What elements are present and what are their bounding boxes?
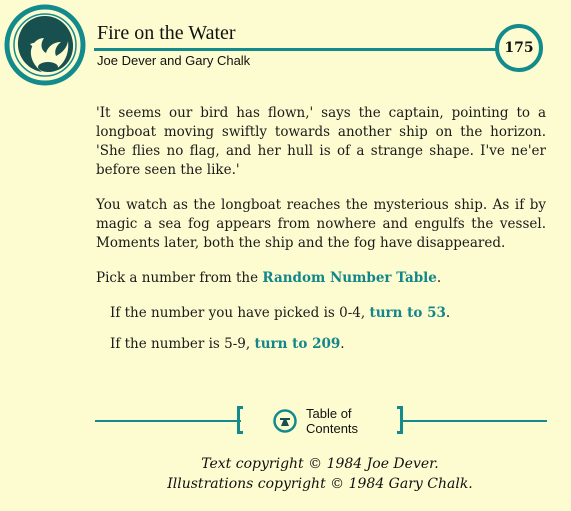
choice-5-9 [110, 335, 546, 354]
table-of-contents-nav [95, 406, 547, 438]
random-number-instruction [96, 269, 546, 288]
section-text [96, 104, 546, 366]
instruction-suffix: . [436, 270, 442, 286]
table-of-contents-link[interactable] [306, 406, 376, 436]
book-authors: Joe Dever and Gary Chalk [97, 53, 251, 68]
choice-suffix: . [340, 336, 345, 352]
choice-text: If the number is 5-9, [110, 336, 255, 352]
paragraph-fog: You watch as the longboat reaches the mysterious ship. As if by magic a sea fog appears from nowhere and engulfs the vessel. Moments later, both the ship and the fog have disappeared. [96, 197, 546, 251]
book-title: Fire on the Water [97, 22, 236, 44]
toc-rule-left [95, 420, 241, 422]
paragraph-captain: 'It seems our bird has flown,' says the captain, pointing to a longboat moving swiftly towards another ship on the horizon. 'She flies no flag, and her hull is of a strange shape. I've ne'er before seen the like.' [96, 105, 546, 178]
text-copyright: Text copyright © 1984 Joe Dever. [201, 456, 439, 472]
table-of-contents-icon[interactable] [273, 409, 297, 433]
choice-0-4 [110, 304, 546, 323]
random-number-table-link[interactable]: Random Number Table [262, 270, 437, 286]
copyright-notice [100, 454, 540, 494]
left-bracket-icon [237, 406, 243, 434]
toc-rule-right [401, 420, 547, 422]
header-divider [94, 48, 514, 51]
phoenix-emblem-icon [4, 4, 86, 86]
section-number-badge: 175 [495, 24, 543, 72]
toc-label-line1: Table of [306, 406, 352, 421]
choice-suffix: . [445, 305, 451, 321]
turn-to-53-link[interactable]: turn to 53 [369, 305, 446, 321]
choice-text: If the number you have picked is 0-4, [110, 305, 370, 321]
turn-to-209-link[interactable]: turn to 209 [254, 336, 341, 352]
illustration-copyright: Illustrations copyright © 1984 Gary Chalk. [167, 476, 473, 492]
toc-label-line2: Contents [306, 421, 359, 436]
instruction-prefix: Pick a number from the [96, 270, 263, 286]
